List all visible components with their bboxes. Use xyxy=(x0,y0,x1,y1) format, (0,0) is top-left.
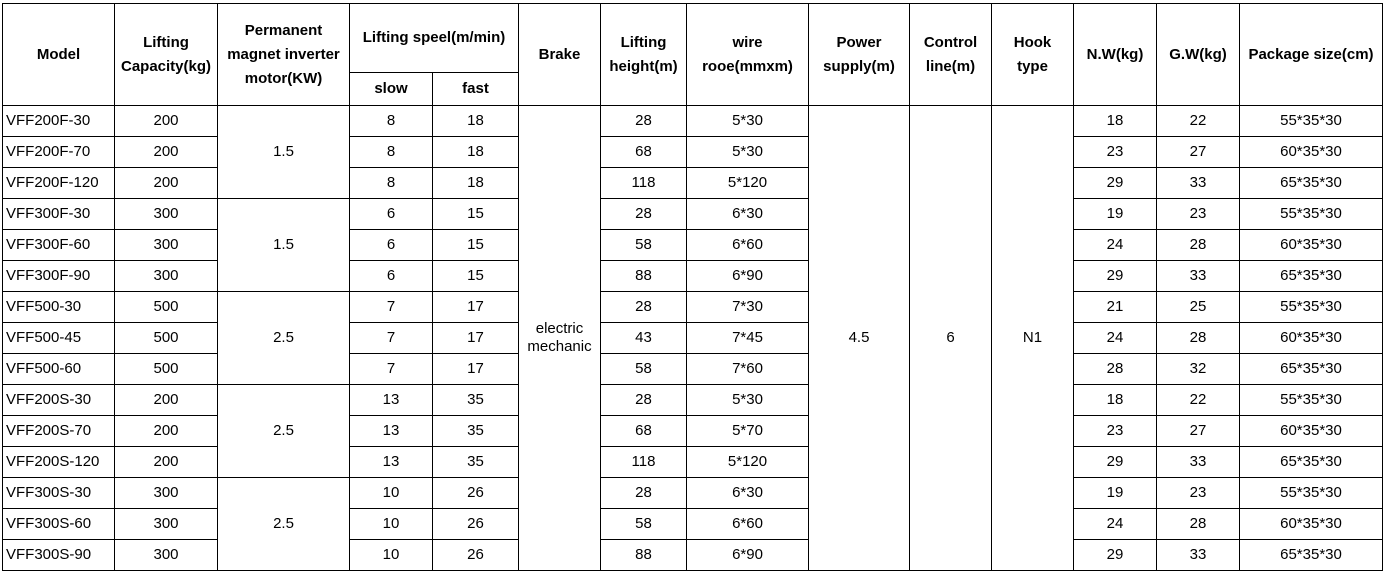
net-weight-cell: 28 xyxy=(1074,354,1157,385)
capacity-cell: 200 xyxy=(115,447,218,478)
package-size-cell: 55*35*30 xyxy=(1240,199,1383,230)
gross-weight-cell: 25 xyxy=(1157,292,1240,323)
lifting-height-cell: 58 xyxy=(601,509,687,540)
gross-weight-cell: 28 xyxy=(1157,509,1240,540)
model-cell: VFF300S-60 xyxy=(3,509,115,540)
table-row xyxy=(3,354,1383,385)
speed-slow-cell: 6 xyxy=(350,261,433,292)
speed-fast-cell: 15 xyxy=(433,261,519,292)
lifting-height-cell: 58 xyxy=(601,354,687,385)
speed-fast-cell: 26 xyxy=(433,540,519,571)
capacity-cell: 300 xyxy=(115,230,218,261)
capacity-cell: 500 xyxy=(115,323,218,354)
header-speed-fast-label: fast xyxy=(462,80,489,97)
capacity-cell: 300 xyxy=(115,261,218,292)
model-cell: VFF300S-90 xyxy=(3,540,115,571)
model-cell: VFF500-30 xyxy=(3,292,115,323)
header-power-line1: Power xyxy=(836,33,882,51)
net-weight-cell: 19 xyxy=(1074,199,1157,230)
net-weight-cell: 18 xyxy=(1074,106,1157,137)
wire-rope-cell: 7*60 xyxy=(687,354,809,385)
lifting-height-cell: 28 xyxy=(601,385,687,416)
model-cell: VFF200S-120 xyxy=(3,447,115,478)
brake-cell xyxy=(519,106,601,571)
lifting-height-cell: 88 xyxy=(601,261,687,292)
package-size-cell: 55*35*30 xyxy=(1240,385,1383,416)
package-size-cell: 55*35*30 xyxy=(1240,292,1383,323)
gross-weight-cell: 23 xyxy=(1157,199,1240,230)
header-nw-label: N.W(kg) xyxy=(1086,45,1144,63)
model-cell: VFF200S-70 xyxy=(3,416,115,447)
table-row xyxy=(3,199,1383,230)
header-brake xyxy=(519,4,601,106)
net-weight-cell: 24 xyxy=(1074,230,1157,261)
speed-slow-cell: 13 xyxy=(350,385,433,416)
gross-weight-cell: 22 xyxy=(1157,385,1240,416)
speed-slow-cell: 10 xyxy=(350,540,433,571)
model-cell: VFF300S-30 xyxy=(3,478,115,509)
header-gw-label: G.W(kg) xyxy=(1169,45,1227,63)
net-weight-cell: 24 xyxy=(1074,323,1157,354)
model-cell: VFF300F-90 xyxy=(3,261,115,292)
header-package-size xyxy=(1240,4,1383,106)
capacity-cell: 200 xyxy=(115,385,218,416)
header-model xyxy=(3,4,115,106)
lifting-height-cell: 28 xyxy=(601,199,687,230)
model-cell: VFF200F-30 xyxy=(3,106,115,137)
net-weight-cell: 29 xyxy=(1074,168,1157,199)
model-cell: VFF300F-60 xyxy=(3,230,115,261)
lifting-height-cell: 68 xyxy=(601,137,687,168)
package-size-cell: 55*35*30 xyxy=(1240,106,1383,137)
header-wire-line2: rooe(mmxm) xyxy=(702,57,793,75)
gross-weight-cell: 28 xyxy=(1157,323,1240,354)
header-power-line2: supply(m) xyxy=(823,57,895,75)
speed-fast-cell: 18 xyxy=(433,106,519,137)
speed-fast-cell: 26 xyxy=(433,478,519,509)
control-line-cell: 6 xyxy=(910,106,992,571)
gross-weight-cell: 33 xyxy=(1157,261,1240,292)
net-weight-cell: 29 xyxy=(1074,540,1157,571)
wire-rope-cell: 5*30 xyxy=(687,385,809,416)
speed-fast-cell: 15 xyxy=(433,199,519,230)
speed-fast-cell: 18 xyxy=(433,137,519,168)
header-control-line1: Control xyxy=(923,33,978,51)
header-capacity xyxy=(115,4,218,106)
header-speed-slow-label: slow xyxy=(374,80,408,97)
package-size-cell: 65*35*30 xyxy=(1240,540,1383,571)
motor-power-cell: 1.5 xyxy=(218,106,350,199)
table-row xyxy=(3,323,1383,354)
net-weight-cell: 23 xyxy=(1074,137,1157,168)
header-motor xyxy=(218,4,350,106)
gross-weight-cell: 28 xyxy=(1157,230,1240,261)
gross-weight-cell: 33 xyxy=(1157,447,1240,478)
header-brake-label: Brake xyxy=(538,45,581,63)
gross-weight-cell: 27 xyxy=(1157,137,1240,168)
gross-weight-cell: 23 xyxy=(1157,478,1240,509)
lifting-height-cell: 43 xyxy=(601,323,687,354)
table-row xyxy=(3,292,1383,323)
header-motor-line1: Permanent xyxy=(244,21,323,39)
lifting-height-cell: 68 xyxy=(601,416,687,447)
speed-fast-cell: 15 xyxy=(433,230,519,261)
lifting-height-cell: 88 xyxy=(601,540,687,571)
net-weight-cell: 29 xyxy=(1074,261,1157,292)
speed-slow-cell: 13 xyxy=(350,416,433,447)
package-size-cell: 65*35*30 xyxy=(1240,354,1383,385)
header-motor-line3: motor(KW) xyxy=(244,69,323,87)
wire-rope-cell: 5*70 xyxy=(687,416,809,447)
net-weight-cell: 18 xyxy=(1074,385,1157,416)
gross-weight-cell: 27 xyxy=(1157,416,1240,447)
speed-slow-cell: 10 xyxy=(350,478,433,509)
lifting-height-cell: 28 xyxy=(601,478,687,509)
speed-slow-cell: 8 xyxy=(350,106,433,137)
package-size-cell: 65*35*30 xyxy=(1240,261,1383,292)
speed-fast-cell: 18 xyxy=(433,168,519,199)
model-cell: VFF500-60 xyxy=(3,354,115,385)
speed-slow-cell: 7 xyxy=(350,292,433,323)
header-gross-weight xyxy=(1157,4,1240,106)
capacity-cell: 500 xyxy=(115,354,218,385)
header-hook-type xyxy=(992,4,1074,106)
wire-rope-cell: 6*30 xyxy=(687,199,809,230)
header-wire-rope xyxy=(687,4,809,106)
table-row xyxy=(3,385,1383,416)
speed-fast-cell: 35 xyxy=(433,385,519,416)
lifting-height-cell: 118 xyxy=(601,168,687,199)
net-weight-cell: 29 xyxy=(1074,447,1157,478)
speed-fast-cell: 35 xyxy=(433,447,519,478)
capacity-cell: 300 xyxy=(115,509,218,540)
speed-slow-cell: 8 xyxy=(350,137,433,168)
motor-power-cell: 2.5 xyxy=(218,385,350,478)
wire-rope-cell: 5*30 xyxy=(687,106,809,137)
net-weight-cell: 19 xyxy=(1074,478,1157,509)
package-size-cell: 60*35*30 xyxy=(1240,323,1383,354)
capacity-cell: 300 xyxy=(115,540,218,571)
header-capacity-line1: Lifting xyxy=(143,33,189,51)
table-body xyxy=(3,106,1383,571)
wire-rope-cell: 6*60 xyxy=(687,509,809,540)
model-cell: VFF200S-30 xyxy=(3,385,115,416)
wire-rope-cell: 5*120 xyxy=(687,168,809,199)
capacity-cell: 200 xyxy=(115,137,218,168)
speed-slow-cell: 10 xyxy=(350,509,433,540)
speed-slow-cell: 8 xyxy=(350,168,433,199)
model-cell: VFF200F-70 xyxy=(3,137,115,168)
header-lifting-height xyxy=(601,4,687,106)
wire-rope-cell: 5*30 xyxy=(687,137,809,168)
header-height-line2: height(m) xyxy=(609,57,678,75)
net-weight-cell: 24 xyxy=(1074,509,1157,540)
speed-fast-cell: 17 xyxy=(433,323,519,354)
header-power-supply xyxy=(809,4,910,106)
model-cell: VFF200F-120 xyxy=(3,168,115,199)
capacity-cell: 500 xyxy=(115,292,218,323)
package-size-cell: 65*35*30 xyxy=(1240,447,1383,478)
table-row xyxy=(3,416,1383,447)
package-size-cell: 65*35*30 xyxy=(1240,168,1383,199)
lifting-height-cell: 58 xyxy=(601,230,687,261)
hook-type-cell: N1 xyxy=(992,106,1074,571)
speed-slow-cell: 6 xyxy=(350,230,433,261)
net-weight-cell: 23 xyxy=(1074,416,1157,447)
package-size-cell: 60*35*30 xyxy=(1240,416,1383,447)
speed-fast-cell: 26 xyxy=(433,509,519,540)
motor-power-cell: 2.5 xyxy=(218,292,350,385)
brake-cell-line1: electric xyxy=(535,320,584,337)
header-package-label: Package size(cm) xyxy=(1248,45,1374,63)
capacity-cell: 300 xyxy=(115,199,218,230)
lifting-height-cell: 28 xyxy=(601,292,687,323)
motor-power-cell: 2.5 xyxy=(218,478,350,571)
header-height-line1: Lifting xyxy=(620,33,667,51)
speed-slow-cell: 7 xyxy=(350,323,433,354)
lifting-height-cell: 118 xyxy=(601,447,687,478)
wire-rope-cell: 6*60 xyxy=(687,230,809,261)
table-row xyxy=(3,230,1383,261)
speed-slow-cell: 7 xyxy=(350,354,433,385)
gross-weight-cell: 22 xyxy=(1157,106,1240,137)
wire-rope-cell: 6*90 xyxy=(687,540,809,571)
header-motor-line2: magnet inverter xyxy=(227,45,340,63)
package-size-cell: 60*35*30 xyxy=(1240,137,1383,168)
table-row xyxy=(3,509,1383,540)
capacity-cell: 200 xyxy=(115,416,218,447)
net-weight-cell: 21 xyxy=(1074,292,1157,323)
capacity-cell: 200 xyxy=(115,106,218,137)
header-control-line xyxy=(910,4,992,106)
model-cell: VFF300F-30 xyxy=(3,199,115,230)
speed-fast-cell: 17 xyxy=(433,354,519,385)
header-capacity-line2: Capacity(kg) xyxy=(120,57,212,75)
power-supply-cell: 4.5 xyxy=(809,106,910,571)
speed-slow-cell: 13 xyxy=(350,447,433,478)
brake-cell-line2: mechanic xyxy=(527,338,592,355)
header-wire-line1: wire xyxy=(732,33,763,51)
package-size-cell: 60*35*30 xyxy=(1240,509,1383,540)
package-size-cell: 60*35*30 xyxy=(1240,230,1383,261)
gross-weight-cell: 32 xyxy=(1157,354,1240,385)
table-row xyxy=(3,540,1383,571)
wire-rope-cell: 7*45 xyxy=(687,323,809,354)
gross-weight-cell: 33 xyxy=(1157,540,1240,571)
motor-power-cell: 1.5 xyxy=(218,199,350,292)
lifting-height-cell: 28 xyxy=(601,106,687,137)
wire-rope-cell: 7*30 xyxy=(687,292,809,323)
spec-table xyxy=(2,3,1383,571)
table-row xyxy=(3,137,1383,168)
header-model-label: Model xyxy=(36,45,81,63)
header-lifting-speed xyxy=(350,4,519,73)
table-row xyxy=(3,261,1383,292)
package-size-cell: 55*35*30 xyxy=(1240,478,1383,509)
header-control-line2: line(m) xyxy=(925,57,976,75)
wire-rope-cell: 5*120 xyxy=(687,447,809,478)
table-row xyxy=(3,106,1383,137)
table-row xyxy=(3,447,1383,478)
header-speed-fast xyxy=(433,73,519,106)
header-net-weight xyxy=(1074,4,1157,106)
header-hook-line1: Hook xyxy=(1013,33,1052,51)
table-row xyxy=(3,478,1383,509)
capacity-cell: 300 xyxy=(115,478,218,509)
header-speed-slow xyxy=(350,73,433,106)
speed-fast-cell: 17 xyxy=(433,292,519,323)
gross-weight-cell: 33 xyxy=(1157,168,1240,199)
header-lifting-speed-label: Lifting speel(m/min) xyxy=(362,29,506,46)
capacity-cell: 200 xyxy=(115,168,218,199)
wire-rope-cell: 6*30 xyxy=(687,478,809,509)
wire-rope-cell: 6*90 xyxy=(687,261,809,292)
speed-slow-cell: 6 xyxy=(350,199,433,230)
speed-fast-cell: 35 xyxy=(433,416,519,447)
header-hook-line2: type xyxy=(1017,57,1048,75)
table-row xyxy=(3,168,1383,199)
model-cell: VFF500-45 xyxy=(3,323,115,354)
